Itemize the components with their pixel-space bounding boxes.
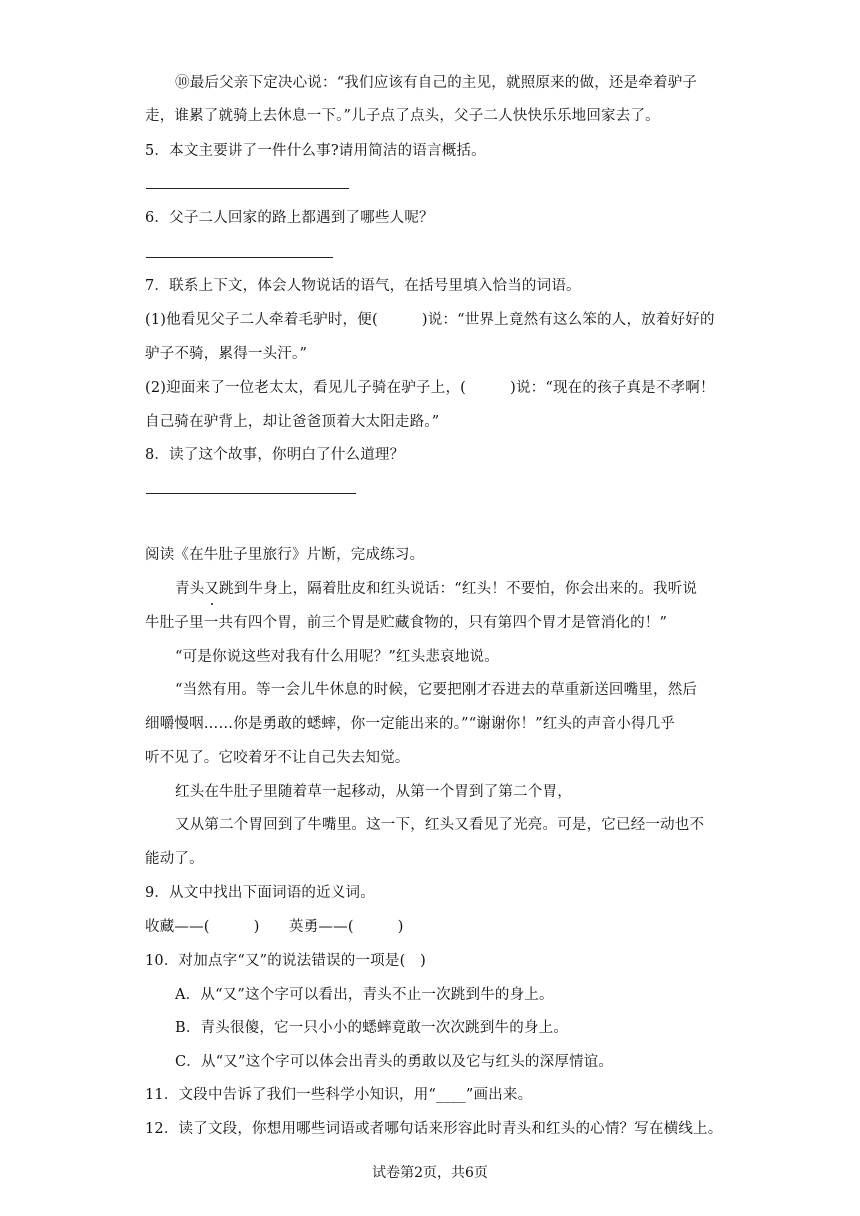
passage2-p5-line2: 能动了。: [145, 851, 204, 867]
passage2-intro: 阅读《在牛肚子里旅行》片断，完成练习。: [145, 547, 425, 563]
passage1-p10-line2: 走，谁累了就骑上去休息一下。”儿子点了点头，父子二人快快乐乐地回家去了。: [145, 108, 660, 124]
question-11: 11．文段中告诉了我们一些科学小知识，用“____”画出来。: [145, 1087, 533, 1103]
question-10-option-c: C．从“又”这个字可以体会出青头的勇敢以及它与红头的深厚情谊。: [175, 1054, 614, 1070]
answer-line-q5[interactable]: [146, 188, 349, 189]
passage2-p1-text-post: 跳到牛身上，隔着肚皮和红头说话：“红头！不要怕，你会出来的。我听说: [219, 581, 698, 597]
question-7-item2-line1: (2)迎面来了一位老太太，看见儿子骑在驴子上，( )说：“现在的孩子真是不孝啊！: [145, 380, 715, 396]
passage2-p4: 红头在牛肚子里随着草一起移动，从第一个胃到了第二个胃，: [175, 784, 572, 800]
question-10-option-a: A．从“又”这个字可以看出，青头不止一次跳到牛的身上。: [175, 987, 554, 1003]
passage1-p10-line1: ⑩最后父亲下定决心说：“我们应该有自己的主见，就照原来的做，还是牵着驴子: [175, 75, 698, 91]
question-7-item1-line1: (1)他看见父子二人牵着毛驴时，便( )说：“世界上竟然有这么笨的人，放着好好的: [145, 312, 715, 328]
question-10-option-b: B．青头很傻，它一只小小的蟋蟀竟敢一次次跳到牛的身上。: [175, 1020, 569, 1036]
passage2-p1-text-pre: 青头: [175, 581, 205, 597]
question-7-stem: 7．联系上下文，体会人物说话的语气，在括号里填入恰当的词语。: [145, 278, 581, 294]
question-9-stem: 9．从文中找出下面词语的近义词。: [145, 885, 375, 901]
question-9-pairs: 收藏——( ) 英勇——( ): [145, 919, 404, 935]
question-7-item2-line2: 自己骑在驴背上，却让爸爸顶着大太阳走路。”: [145, 414, 440, 430]
question-5: 5．本文主要讲了一件什么事?请用简洁的语言概括。: [145, 143, 486, 159]
question-6: 6．父子二人回家的路上都遇到了哪些人呢？: [145, 210, 434, 226]
passage2-p3-line2: 细嚼慢咽……你是勇敢的蟋蟀，你一定能出来的。”“谢谢你！”红头的声音小得几乎: [145, 716, 676, 732]
passage2-p2: “可是你说这些对我有什么用呢？”红头悲哀地说。: [175, 649, 499, 665]
dotted-character-you: 又: [204, 581, 220, 597]
passage2-p3-line1: “当然有用。等一会儿牛休息的时候，它要把刚才吞进去的草重新送回嘴里，然后: [175, 682, 698, 698]
question-7-item1-line2: 驴子不骑，累得一头汗。”: [145, 346, 308, 362]
page-footer: 试卷第2页，共6页: [372, 1165, 488, 1181]
question-12: 12．读了文段，你想用哪些词语或者哪句话来形容此时青头和红头的心情？写在横线上。: [145, 1121, 723, 1137]
answer-line-q6[interactable]: [146, 257, 333, 258]
passage2-p5-line1: 又从第二个胃回到了牛嘴里。这一下，红头又看见了光亮。可是，它已经一动也不: [175, 817, 705, 833]
passage2-p1-line2: 牛肚子里一共有四个胃，前三个胃是贮藏食物的，只有第四个胃才是管消化的！”: [145, 615, 668, 631]
passage2-p3-line3: 听不见了。它咬着牙不让自己失去知觉。: [145, 750, 410, 766]
question-8: 8．读了这个故事，你明白了什么道理？: [145, 447, 405, 463]
answer-line-q8[interactable]: [146, 493, 356, 494]
question-10-stem: 10．对加点字“又”的说法错误的一项是( ): [145, 953, 426, 969]
passage2-p1-line1: [175, 579, 697, 599]
